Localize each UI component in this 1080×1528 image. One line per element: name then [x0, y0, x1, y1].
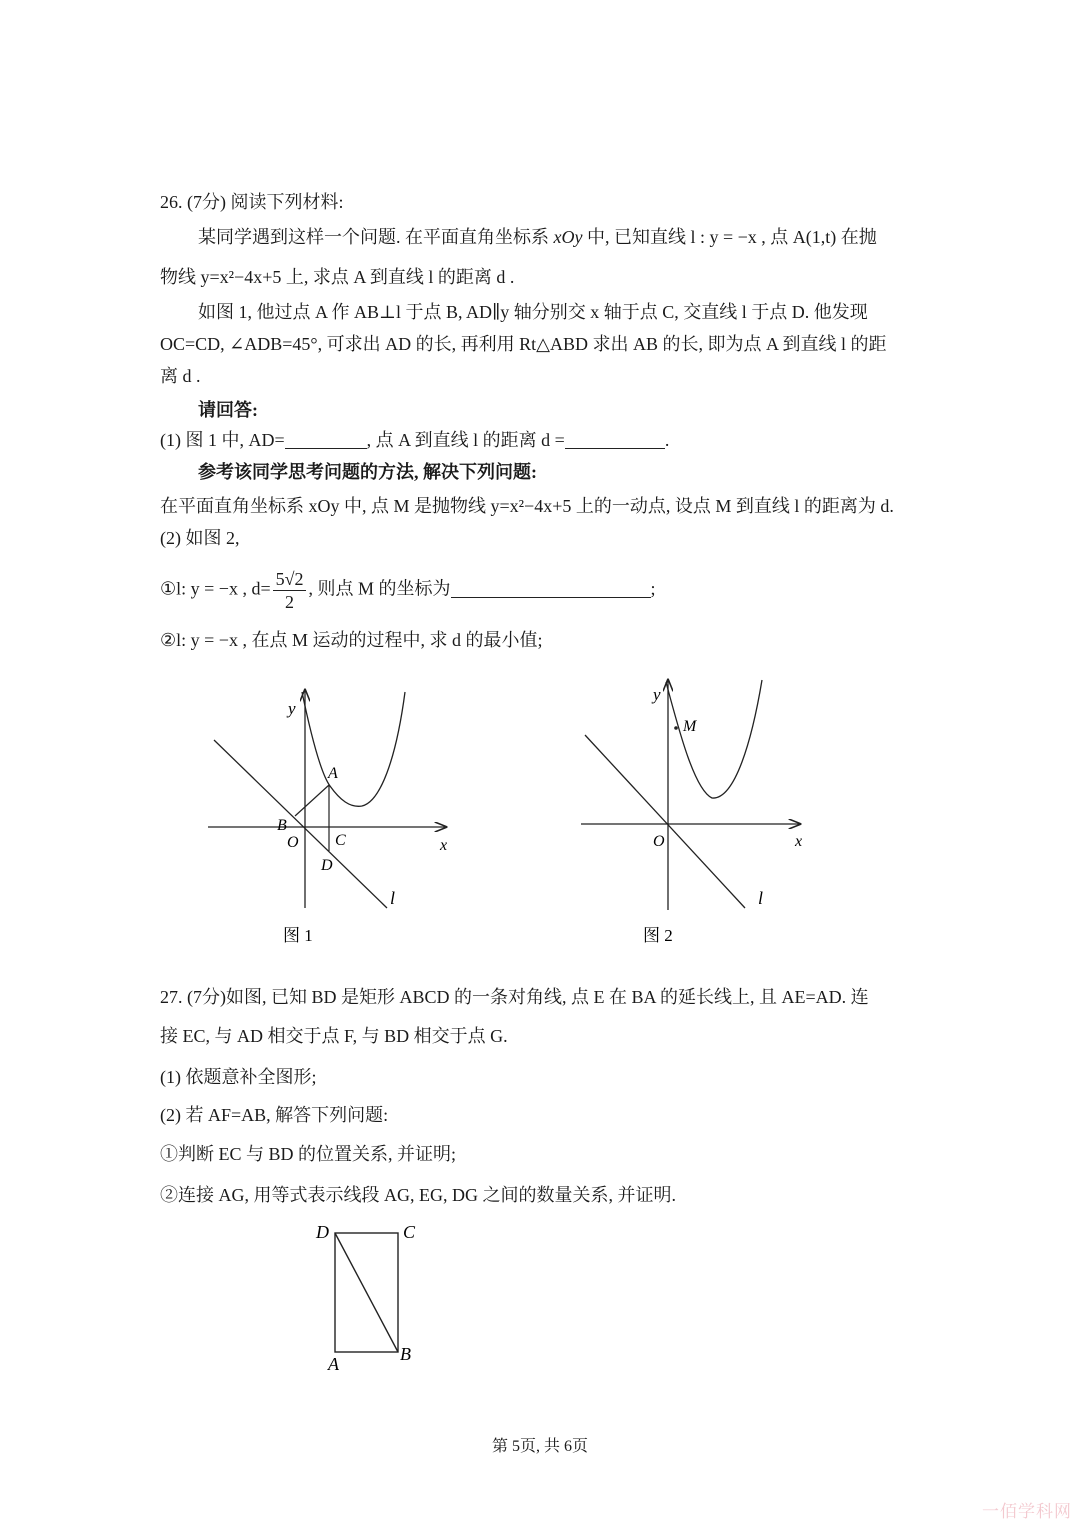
label-l: l	[758, 888, 764, 908]
q26-sub1-prefix: ①l: y = −x , d=	[160, 578, 271, 599]
label-c: C	[403, 1222, 416, 1242]
label-b: B	[400, 1344, 411, 1364]
label-a: A	[328, 765, 338, 782]
label-m: M	[683, 718, 697, 735]
label-x: x	[440, 837, 448, 854]
q27-part1: (1) 依题意补全图形;	[160, 1067, 317, 1087]
page-footer: 第 5页, 共 6页	[491, 1438, 588, 1455]
m-coordinate-blank[interactable]	[451, 579, 651, 598]
q26-sub1-suffix: , 则点 M 的坐标为	[308, 578, 451, 599]
d-answer-blank[interactable]	[565, 430, 665, 449]
q26-part2-header: (2) 如图 2,	[160, 528, 240, 548]
parabola	[666, 680, 762, 798]
point-m	[674, 726, 678, 730]
line-l	[214, 740, 387, 908]
label-x: x	[795, 833, 803, 850]
label-d: D	[316, 1222, 329, 1242]
q26-header: 26. (7分) 阅读下列材料:	[160, 192, 344, 212]
figure-1-caption: 图 1	[283, 926, 313, 945]
q26-material-line2: 物线 y=x²−4x+5 上, 求点 A 到直线 l 的距离 d .	[160, 267, 515, 287]
q26-method-line1: 如图 1, 他过点 A 作 AB⊥l 于点 B, AD∥y 轴分别交 x 轴于点 C, 交直线 l 于点 D. 他发现	[198, 302, 868, 322]
q26-setup: 在平面直角坐标系 xOy 中, 点 M 是抛物线 y=x²−4x+5 上的一动点, 设点 M 到直线 l 的距离为 d.	[160, 496, 894, 516]
label-d: D	[321, 857, 333, 874]
q26-sub2: ②l: y = −x , 在点 M 运动的过程中, 求 d 的最小值;	[160, 630, 543, 650]
fraction-denominator: 2	[285, 592, 295, 612]
q26-method-line3: 离 d .	[160, 366, 201, 386]
q26-answer-prompt: 请回答:	[198, 400, 258, 420]
q26-part1	[160, 428, 669, 452]
q26-material-line1	[198, 225, 877, 249]
line-l	[585, 735, 745, 908]
ad-answer-blank[interactable]	[285, 430, 367, 449]
q26-xoy: xOy	[553, 227, 583, 247]
q27-part2: (2) 若 AF=AB, 解答下列问题:	[160, 1105, 389, 1125]
label-o: O	[653, 833, 665, 850]
rectangle-figure	[300, 1210, 440, 1380]
label-b: B	[277, 817, 287, 834]
segment-ab	[295, 785, 329, 816]
q26-material-text: 某同学遇到这样一个问题. 在平面直角坐标系	[198, 227, 554, 247]
q26-part1-suffix: .	[664, 430, 670, 450]
figure-1	[200, 680, 460, 955]
q27-line2: 接 EC, 与 AD 相交于点 F, 与 BD 相交于点 G.	[160, 1026, 508, 1046]
watermark-logo: 一佰学科网	[982, 1502, 1072, 1522]
label-y: y	[288, 699, 296, 718]
q26-material-text-b: 中, 已知直线 l : y = −x , 点 A(1,t) 在抛	[582, 227, 877, 247]
q27-sub2: ②连接 AG, 用等式表示线段 AG, EG, DG 之间的数量关系, 并证明.	[160, 1185, 676, 1205]
label-a: A	[328, 1354, 339, 1374]
label-y: y	[653, 685, 661, 704]
q26-sub1	[160, 568, 656, 613]
label-l: l	[390, 888, 396, 908]
label-o: O	[287, 834, 299, 851]
d-value-fraction	[273, 568, 307, 613]
fraction-numerator: 5√2	[273, 568, 307, 591]
figure-2-caption: 图 2	[643, 926, 673, 945]
diagonal-bd	[335, 1233, 398, 1352]
q27-line1: 27. (7分)如图, 已知 BD 是矩形 ABCD 的一条对角线, 点 E 在 BA 的延长线上, 且 AE=AD. 连	[160, 987, 869, 1007]
parabola	[302, 692, 405, 806]
figure-2	[570, 675, 820, 955]
label-c: C	[335, 832, 346, 849]
q27-sub1: ①判断 EC 与 BD 的位置关系, 并证明;	[160, 1144, 457, 1164]
q26-part1-middle: , 点 A 到直线 l 的距离 d =	[366, 430, 565, 450]
q26-method-prompt: 参考该同学思考问题的方法, 解决下列问题:	[198, 462, 537, 482]
q26-method-line2: OC=CD, ∠ADB=45°, 可求出 AD 的长, 再利用 Rt△ABD 求出 AB 的长, 即为点 A 到直线 l 的距	[160, 334, 887, 354]
q26-sub1-end: ;	[650, 578, 656, 599]
q26-part1-prefix: (1) 图 1 中, AD=	[160, 430, 285, 450]
